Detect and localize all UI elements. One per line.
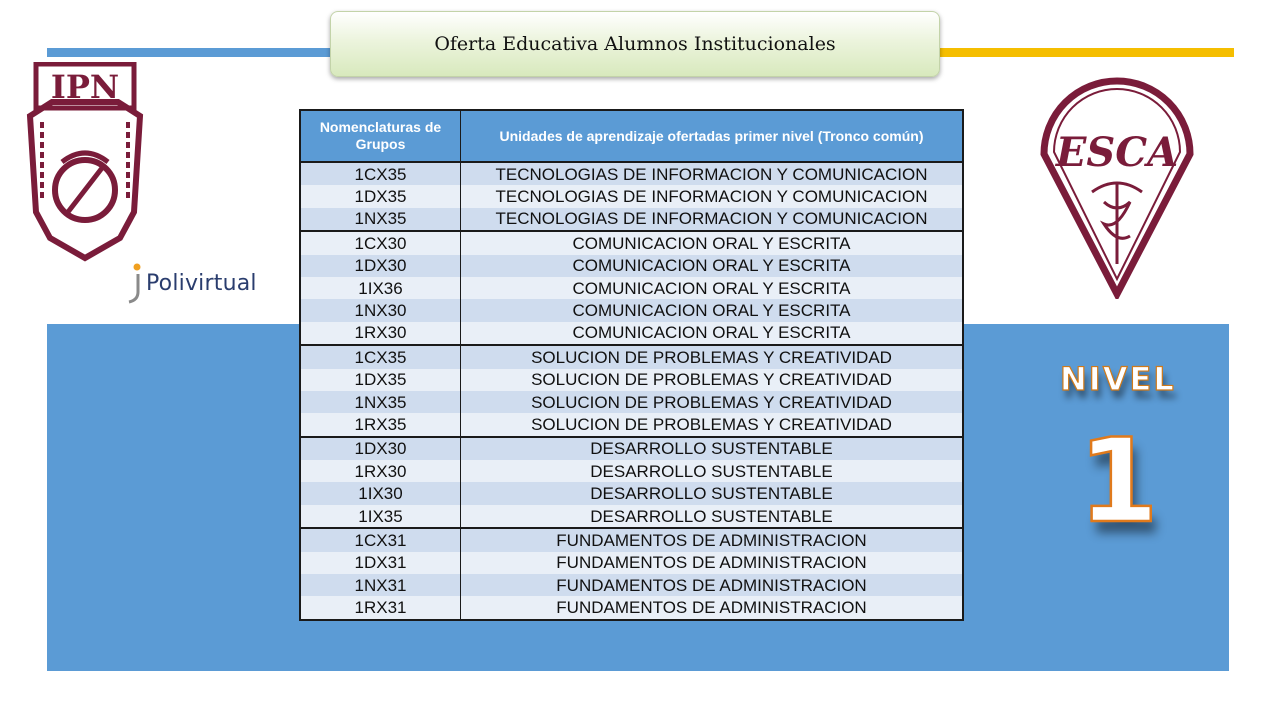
- learning-unit-cell: DESARROLLO SUSTENTABLE: [461, 505, 964, 528]
- learning-unit-cell: COMUNICACION ORAL Y ESCRITA: [461, 299, 964, 321]
- polivirtual-label: Polivirtual: [146, 270, 257, 296]
- learning-unit-cell: DESARROLLO SUSTENTABLE: [461, 437, 964, 460]
- table-row: [300, 345, 963, 368]
- group-code-cell: 1RX30: [300, 322, 461, 345]
- table-row: [300, 596, 963, 619]
- table-row: [300, 437, 963, 460]
- group-code-cell: 1CX31: [300, 528, 461, 551]
- table-row: [300, 299, 963, 321]
- learning-unit-cell: SOLUCION DE PROBLEMAS Y CREATIVIDAD: [461, 345, 964, 368]
- learning-unit-cell: COMUNICACION ORAL Y ESCRITA: [461, 255, 964, 277]
- group-code-cell: 1DX30: [300, 255, 461, 277]
- page-title: Oferta Educativa Alumnos Institucionales: [434, 33, 836, 55]
- learning-unit-cell: FUNDAMENTOS DE ADMINISTRACION: [461, 528, 964, 551]
- polivirtual-mark-icon: [126, 262, 142, 304]
- table-row: [300, 208, 963, 231]
- learning-unit-cell: COMUNICACION ORAL Y ESCRITA: [461, 277, 964, 299]
- learning-unit-cell: TECNOLOGIAS DE INFORMACION Y COMUNICACION: [461, 185, 964, 207]
- group-code-cell: 1DX30: [300, 437, 461, 460]
- header-units: Unidades de aprendizaje ofertadas primer nivel (Tronco común): [461, 110, 964, 162]
- learning-unit-cell: TECNOLOGIAS DE INFORMACION Y COMUNICACION: [461, 162, 964, 185]
- table-body: [300, 162, 963, 620]
- learning-unit-cell: FUNDAMENTOS DE ADMINISTRACION: [461, 574, 964, 596]
- group-code-cell: 1IX35: [300, 505, 461, 528]
- header-rule-blue: [47, 48, 347, 57]
- table-header-row: [300, 110, 963, 162]
- group-code-cell: 1NX30: [300, 299, 461, 321]
- learning-unit-cell: COMUNICACION ORAL Y ESCRITA: [461, 322, 964, 345]
- learning-unit-cell: SOLUCION DE PROBLEMAS Y CREATIVIDAD: [461, 413, 964, 436]
- polivirtual-logo: [126, 262, 257, 304]
- group-code-cell: 1RX30: [300, 460, 461, 482]
- learning-unit-cell: COMUNICACION ORAL Y ESCRITA: [461, 231, 964, 254]
- group-code-cell: 1IX36: [300, 277, 461, 299]
- header-rule-gold: [930, 48, 1234, 57]
- table-row: [300, 162, 963, 185]
- table-row: [300, 574, 963, 596]
- ipn-logo: [22, 62, 148, 272]
- group-code-cell: 1DX31: [300, 552, 461, 574]
- learning-unit-cell: TECNOLOGIAS DE INFORMACION Y COMUNICACION: [461, 208, 964, 231]
- table-row: [300, 391, 963, 413]
- group-code-cell: 1DX35: [300, 185, 461, 207]
- learning-unit-cell: DESARROLLO SUSTENTABLE: [461, 482, 964, 504]
- learning-unit-cell: SOLUCION DE PROBLEMAS Y CREATIVIDAD: [461, 391, 964, 413]
- group-code-cell: 1NX35: [300, 391, 461, 413]
- group-code-cell: 1RX35: [300, 413, 461, 436]
- table-row: [300, 482, 963, 504]
- table-row: [300, 505, 963, 528]
- group-code-cell: 1RX31: [300, 596, 461, 619]
- header-groups: Nomenclaturas de Grupos: [300, 110, 461, 162]
- table-row: [300, 185, 963, 207]
- table-row: [300, 460, 963, 482]
- table-row: [300, 413, 963, 436]
- group-code-cell: 1DX35: [300, 369, 461, 391]
- learning-unit-cell: SOLUCION DE PROBLEMAS Y CREATIVIDAD: [461, 369, 964, 391]
- group-code-cell: 1NX35: [300, 208, 461, 231]
- group-code-cell: 1CX30: [300, 231, 461, 254]
- table-row: [300, 552, 963, 574]
- learning-unit-cell: FUNDAMENTOS DE ADMINISTRACION: [461, 596, 964, 619]
- table-row: [300, 277, 963, 299]
- learning-unit-cell: DESARROLLO SUSTENTABLE: [461, 460, 964, 482]
- group-code-cell: 1CX35: [300, 345, 461, 368]
- ipn-logo-text: IPN: [50, 68, 120, 106]
- group-code-cell: 1NX31: [300, 574, 461, 596]
- table-row: [300, 322, 963, 345]
- nivel-label: NIVEL: [1060, 360, 1176, 398]
- learning-unit-cell: FUNDAMENTOS DE ADMINISTRACION: [461, 552, 964, 574]
- group-code-cell: 1IX30: [300, 482, 461, 504]
- esca-logo-text: ESCA: [1055, 129, 1179, 176]
- table-row: [300, 231, 963, 254]
- group-code-cell: 1CX35: [300, 162, 461, 185]
- title-banner: [330, 11, 940, 77]
- esca-logo: [1032, 74, 1202, 299]
- nivel-number: 1: [1078, 414, 1159, 549]
- table-row: [300, 255, 963, 277]
- offer-table: [299, 109, 964, 621]
- table-row: [300, 369, 963, 391]
- table-row: [300, 528, 963, 551]
